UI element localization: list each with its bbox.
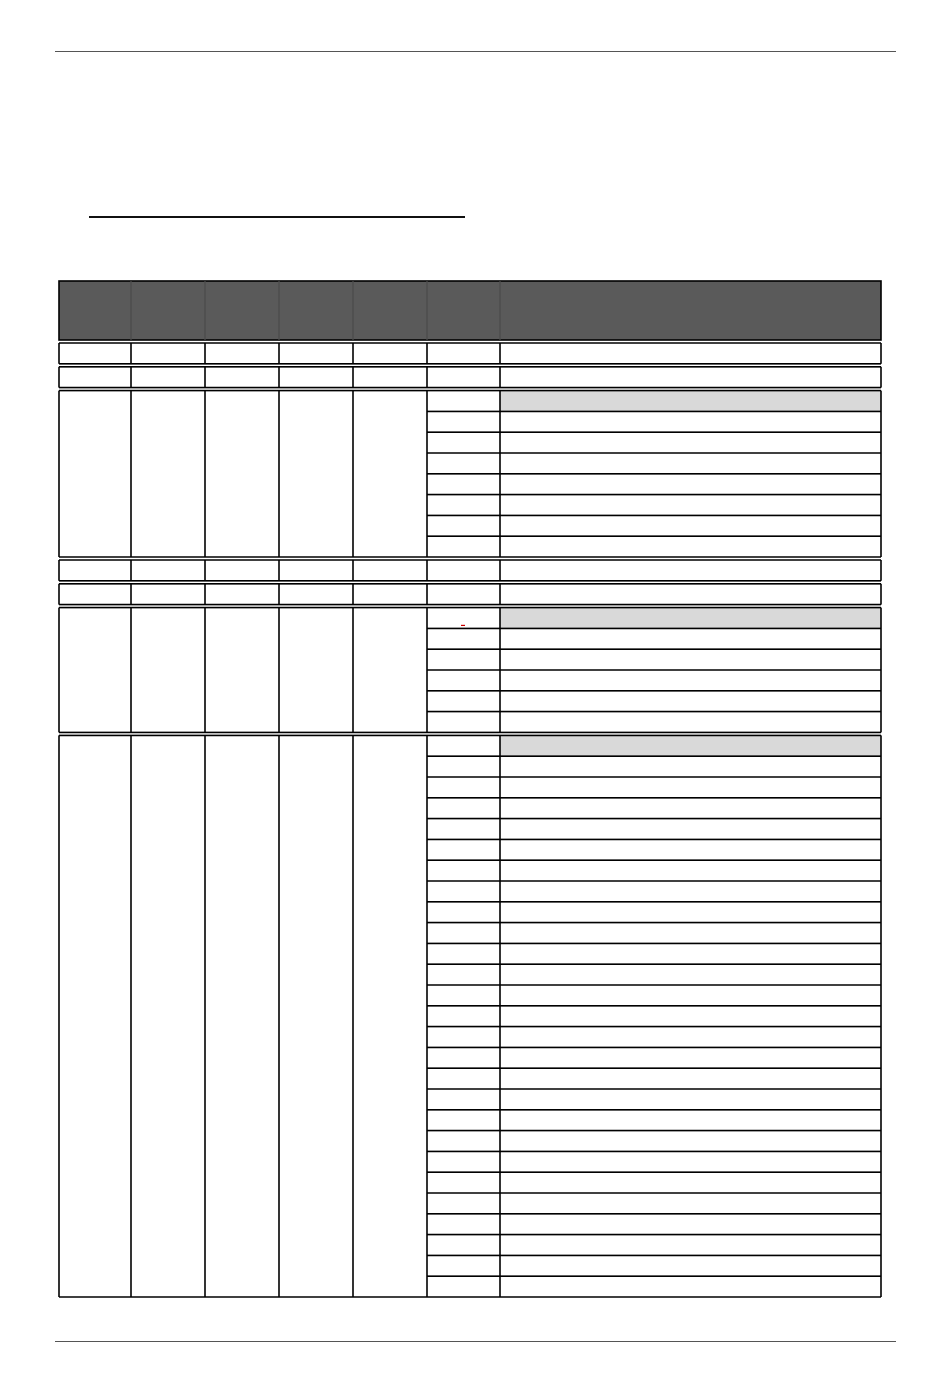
table-header-row bbox=[59, 281, 881, 340]
footer-rule bbox=[55, 1341, 896, 1342]
table-shaded-detail-row bbox=[500, 391, 881, 412]
table-shaded-detail-row bbox=[500, 608, 881, 629]
table-shaded-detail-row bbox=[500, 735, 881, 756]
